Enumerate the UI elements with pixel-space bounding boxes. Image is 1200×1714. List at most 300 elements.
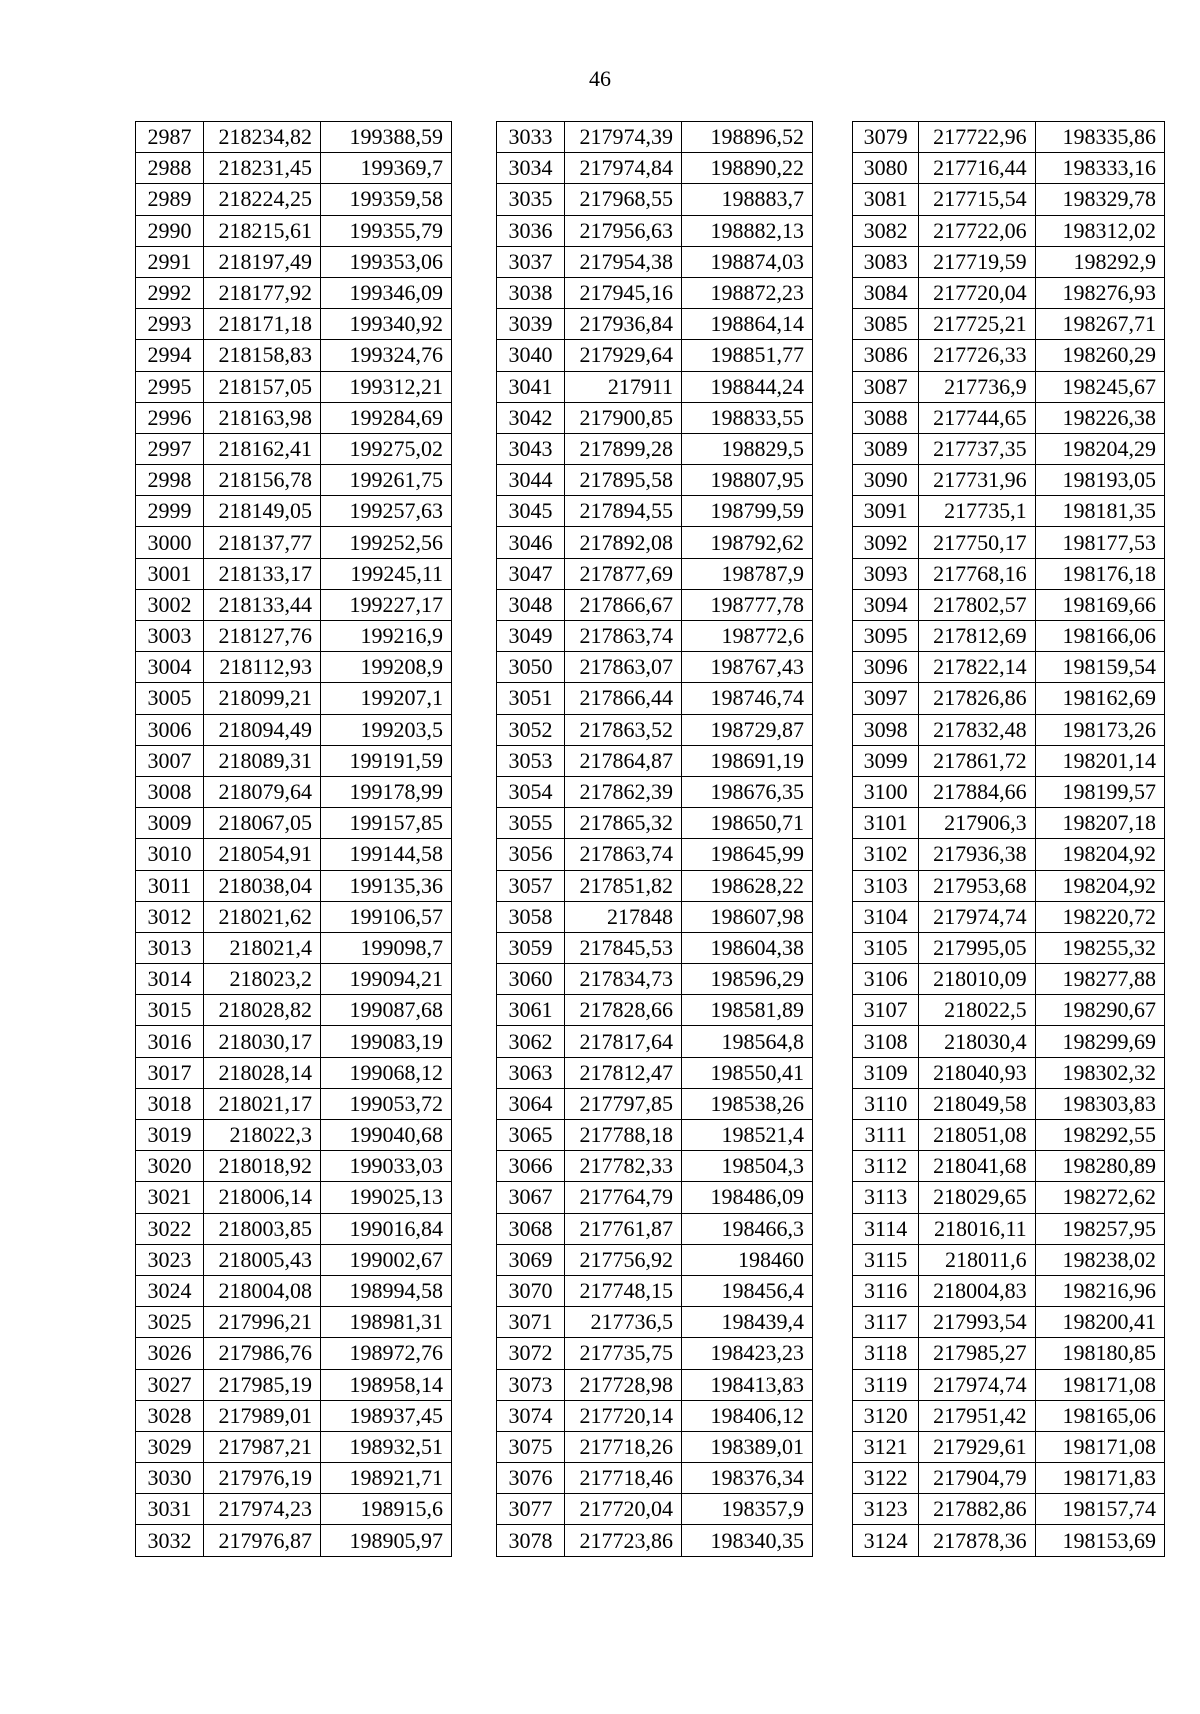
table-row xyxy=(497,433,813,464)
point-number-cell: 3040 xyxy=(497,340,565,371)
x-coordinate-cell: 218018,92 xyxy=(204,1151,321,1182)
table-row xyxy=(853,465,1165,496)
y-coordinate-cell: 198389,01 xyxy=(682,1431,813,1462)
x-coordinate-cell: 218021,62 xyxy=(204,901,321,932)
point-number-cell: 3086 xyxy=(853,340,919,371)
y-coordinate-cell: 198596,29 xyxy=(682,964,813,995)
y-coordinate-cell: 198890,22 xyxy=(682,153,813,184)
point-number-cell: 3075 xyxy=(497,1431,565,1462)
table-row xyxy=(136,745,452,776)
table-row xyxy=(853,371,1165,402)
point-number-cell: 3002 xyxy=(136,589,204,620)
x-coordinate-cell: 218040,93 xyxy=(919,1057,1035,1088)
x-coordinate-cell: 217845,53 xyxy=(565,932,682,963)
table-row xyxy=(853,309,1165,340)
x-coordinate-cell: 218029,65 xyxy=(919,1182,1035,1213)
point-number-cell: 3061 xyxy=(497,995,565,1026)
point-number-cell: 3124 xyxy=(853,1525,919,1556)
y-coordinate-cell: 198193,05 xyxy=(1035,465,1164,496)
table-row xyxy=(853,1088,1165,1119)
y-coordinate-cell: 199340,92 xyxy=(321,309,452,340)
table-row xyxy=(497,465,813,496)
x-coordinate-cell: 218197,49 xyxy=(204,246,321,277)
y-coordinate-cell: 198376,34 xyxy=(682,1463,813,1494)
y-coordinate-cell: 198905,97 xyxy=(321,1525,452,1556)
point-number-cell: 3119 xyxy=(853,1369,919,1400)
point-number-cell: 3033 xyxy=(497,122,565,153)
x-coordinate-cell: 218177,92 xyxy=(204,277,321,308)
table-row xyxy=(136,496,452,527)
point-number-cell: 3031 xyxy=(136,1494,204,1525)
point-number-cell: 3021 xyxy=(136,1182,204,1213)
point-number-cell: 3109 xyxy=(853,1057,919,1088)
point-number-cell: 3076 xyxy=(497,1463,565,1494)
x-coordinate-cell: 218030,17 xyxy=(204,1026,321,1057)
x-coordinate-cell: 218011,6 xyxy=(919,1244,1035,1275)
table-row xyxy=(853,1369,1165,1400)
x-coordinate-cell: 217848 xyxy=(565,901,682,932)
point-number-cell: 3039 xyxy=(497,309,565,340)
x-coordinate-cell: 217737,35 xyxy=(919,433,1035,464)
x-coordinate-cell: 217976,19 xyxy=(204,1463,321,1494)
point-number-cell: 3122 xyxy=(853,1463,919,1494)
point-number-cell: 3023 xyxy=(136,1244,204,1275)
table-row xyxy=(497,1026,813,1057)
point-number-cell: 3120 xyxy=(853,1400,919,1431)
y-coordinate-cell: 198607,98 xyxy=(682,901,813,932)
x-coordinate-cell: 217832,48 xyxy=(919,714,1035,745)
point-number-cell: 3045 xyxy=(497,496,565,527)
x-coordinate-cell: 217718,46 xyxy=(565,1463,682,1494)
table-row xyxy=(853,808,1165,839)
x-coordinate-cell: 218021,17 xyxy=(204,1088,321,1119)
point-number-cell: 3051 xyxy=(497,683,565,714)
point-number-cell: 3043 xyxy=(497,433,565,464)
y-coordinate-cell: 198829,5 xyxy=(682,433,813,464)
x-coordinate-cell: 218010,09 xyxy=(919,964,1035,995)
x-coordinate-cell: 217722,06 xyxy=(919,215,1035,246)
y-coordinate-cell: 199178,99 xyxy=(321,776,452,807)
y-coordinate-cell: 198153,69 xyxy=(1035,1525,1164,1556)
point-number-cell: 2991 xyxy=(136,246,204,277)
x-coordinate-cell: 217768,16 xyxy=(919,558,1035,589)
x-coordinate-cell: 217884,66 xyxy=(919,776,1035,807)
y-coordinate-cell: 199025,13 xyxy=(321,1182,452,1213)
table-row xyxy=(497,1151,813,1182)
x-coordinate-cell: 217862,39 xyxy=(565,776,682,807)
y-coordinate-cell: 198162,69 xyxy=(1035,683,1164,714)
x-coordinate-cell: 217987,21 xyxy=(204,1431,321,1462)
table-row xyxy=(497,1338,813,1369)
x-coordinate-cell: 217723,86 xyxy=(565,1525,682,1556)
x-coordinate-cell: 218003,85 xyxy=(204,1213,321,1244)
point-number-cell: 3081 xyxy=(853,184,919,215)
x-coordinate-cell: 217993,54 xyxy=(919,1307,1035,1338)
x-coordinate-cell: 217951,42 xyxy=(919,1400,1035,1431)
x-coordinate-cell: 218028,82 xyxy=(204,995,321,1026)
x-coordinate-cell: 218112,93 xyxy=(204,652,321,683)
y-coordinate-cell: 199227,17 xyxy=(321,589,452,620)
table-row xyxy=(853,1400,1165,1431)
x-coordinate-cell: 217750,17 xyxy=(919,527,1035,558)
x-coordinate-cell: 217722,96 xyxy=(919,122,1035,153)
x-coordinate-cell: 217929,64 xyxy=(565,340,682,371)
point-number-cell: 3057 xyxy=(497,870,565,901)
point-number-cell: 3108 xyxy=(853,1026,919,1057)
point-number-cell: 3062 xyxy=(497,1026,565,1057)
point-number-cell: 3094 xyxy=(853,589,919,620)
x-coordinate-cell: 217900,85 xyxy=(565,402,682,433)
table-row xyxy=(497,1213,813,1244)
point-number-cell: 3005 xyxy=(136,683,204,714)
x-coordinate-cell: 218028,14 xyxy=(204,1057,321,1088)
table-row xyxy=(136,1120,452,1151)
x-coordinate-cell: 217736,5 xyxy=(565,1307,682,1338)
point-number-cell: 2992 xyxy=(136,277,204,308)
x-coordinate-cell: 218038,04 xyxy=(204,870,321,901)
x-coordinate-cell: 217953,68 xyxy=(919,870,1035,901)
y-coordinate-cell: 199261,75 xyxy=(321,465,452,496)
x-coordinate-cell: 218054,91 xyxy=(204,839,321,870)
y-coordinate-cell: 198333,16 xyxy=(1035,153,1164,184)
x-coordinate-cell: 217744,65 xyxy=(919,402,1035,433)
table-row xyxy=(853,402,1165,433)
x-coordinate-cell: 217735,75 xyxy=(565,1338,682,1369)
point-number-cell: 3052 xyxy=(497,714,565,745)
y-coordinate-cell: 199312,21 xyxy=(321,371,452,402)
table-row xyxy=(853,215,1165,246)
x-coordinate-cell: 217863,74 xyxy=(565,839,682,870)
y-coordinate-cell: 198329,78 xyxy=(1035,184,1164,215)
table-row xyxy=(136,246,452,277)
x-coordinate-cell: 217719,59 xyxy=(919,246,1035,277)
table-row xyxy=(136,1431,452,1462)
table-row xyxy=(497,1307,813,1338)
table-row xyxy=(853,1182,1165,1213)
table-row xyxy=(853,558,1165,589)
point-number-cell: 2995 xyxy=(136,371,204,402)
y-coordinate-cell: 199346,09 xyxy=(321,277,452,308)
point-number-cell: 3037 xyxy=(497,246,565,277)
x-coordinate-cell: 218133,44 xyxy=(204,589,321,620)
table-row xyxy=(853,1431,1165,1462)
y-coordinate-cell: 199016,84 xyxy=(321,1213,452,1244)
point-number-cell: 3035 xyxy=(497,184,565,215)
x-coordinate-cell: 217761,87 xyxy=(565,1213,682,1244)
table-row xyxy=(853,870,1165,901)
point-number-cell: 3050 xyxy=(497,652,565,683)
point-number-cell: 3007 xyxy=(136,745,204,776)
point-number-cell: 3110 xyxy=(853,1088,919,1119)
y-coordinate-cell: 198691,19 xyxy=(682,745,813,776)
x-coordinate-cell: 218224,25 xyxy=(204,184,321,215)
x-coordinate-cell: 217718,26 xyxy=(565,1431,682,1462)
point-number-cell: 3060 xyxy=(497,964,565,995)
table-row xyxy=(853,1275,1165,1306)
x-coordinate-cell: 217929,61 xyxy=(919,1431,1035,1462)
point-number-cell: 2987 xyxy=(136,122,204,153)
point-number-cell: 3107 xyxy=(853,995,919,1026)
y-coordinate-cell: 198958,14 xyxy=(321,1369,452,1400)
coordinate-table-1 xyxy=(135,121,452,1557)
table-row xyxy=(136,1026,452,1057)
table-row xyxy=(853,340,1165,371)
y-coordinate-cell: 199324,76 xyxy=(321,340,452,371)
table-row xyxy=(853,621,1165,652)
x-coordinate-cell: 218133,17 xyxy=(204,558,321,589)
x-coordinate-cell: 217906,3 xyxy=(919,808,1035,839)
point-number-cell: 3089 xyxy=(853,433,919,464)
y-coordinate-cell: 198486,09 xyxy=(682,1182,813,1213)
table-row xyxy=(853,839,1165,870)
y-coordinate-cell: 198302,32 xyxy=(1035,1057,1164,1088)
point-number-cell: 2996 xyxy=(136,402,204,433)
point-number-cell: 3047 xyxy=(497,558,565,589)
table-row xyxy=(497,870,813,901)
x-coordinate-cell: 217797,85 xyxy=(565,1088,682,1119)
point-number-cell: 3000 xyxy=(136,527,204,558)
y-coordinate-cell: 198833,55 xyxy=(682,402,813,433)
x-coordinate-cell: 218030,4 xyxy=(919,1026,1035,1057)
x-coordinate-cell: 218149,05 xyxy=(204,496,321,527)
x-coordinate-cell: 217864,87 xyxy=(565,745,682,776)
x-coordinate-cell: 217989,01 xyxy=(204,1400,321,1431)
y-coordinate-cell: 198423,23 xyxy=(682,1338,813,1369)
table-row xyxy=(853,1307,1165,1338)
y-coordinate-cell: 198439,4 xyxy=(682,1307,813,1338)
x-coordinate-cell: 217812,47 xyxy=(565,1057,682,1088)
table-row xyxy=(853,1026,1165,1057)
point-number-cell: 3014 xyxy=(136,964,204,995)
table-row xyxy=(853,1213,1165,1244)
table-row xyxy=(853,433,1165,464)
y-coordinate-cell: 198645,99 xyxy=(682,839,813,870)
point-number-cell: 3022 xyxy=(136,1213,204,1244)
table-row xyxy=(853,995,1165,1026)
table-row xyxy=(497,1275,813,1306)
point-number-cell: 3123 xyxy=(853,1494,919,1525)
point-number-cell: 3106 xyxy=(853,964,919,995)
table-row xyxy=(136,1151,452,1182)
table-row xyxy=(136,558,452,589)
y-coordinate-cell: 198460 xyxy=(682,1244,813,1275)
x-coordinate-cell: 218004,08 xyxy=(204,1275,321,1306)
y-coordinate-cell: 199207,1 xyxy=(321,683,452,714)
x-coordinate-cell: 217895,58 xyxy=(565,465,682,496)
point-number-cell: 3083 xyxy=(853,246,919,277)
point-number-cell: 3069 xyxy=(497,1244,565,1275)
x-coordinate-cell: 217834,73 xyxy=(565,964,682,995)
point-number-cell: 3103 xyxy=(853,870,919,901)
y-coordinate-cell: 198882,13 xyxy=(682,215,813,246)
point-number-cell: 3009 xyxy=(136,808,204,839)
table-row xyxy=(853,1120,1165,1151)
point-number-cell: 3032 xyxy=(136,1525,204,1556)
x-coordinate-cell: 217986,76 xyxy=(204,1338,321,1369)
point-number-cell: 3092 xyxy=(853,527,919,558)
x-coordinate-cell: 217878,36 xyxy=(919,1525,1035,1556)
y-coordinate-cell: 198220,72 xyxy=(1035,901,1164,932)
point-number-cell: 3025 xyxy=(136,1307,204,1338)
x-coordinate-cell: 217715,54 xyxy=(919,184,1035,215)
point-number-cell: 3090 xyxy=(853,465,919,496)
y-coordinate-cell: 198746,74 xyxy=(682,683,813,714)
y-coordinate-cell: 198921,71 xyxy=(321,1463,452,1494)
y-coordinate-cell: 199355,79 xyxy=(321,215,452,246)
table-row xyxy=(497,1244,813,1275)
point-number-cell: 3087 xyxy=(853,371,919,402)
table-row xyxy=(853,652,1165,683)
y-coordinate-cell: 198159,54 xyxy=(1035,652,1164,683)
y-coordinate-cell: 198166,06 xyxy=(1035,621,1164,652)
table-row xyxy=(497,1525,813,1556)
y-coordinate-cell: 199083,19 xyxy=(321,1026,452,1057)
table-row xyxy=(497,901,813,932)
table-row xyxy=(853,901,1165,932)
x-coordinate-cell: 217817,64 xyxy=(565,1026,682,1057)
point-number-cell: 3070 xyxy=(497,1275,565,1306)
x-coordinate-cell: 217936,84 xyxy=(565,309,682,340)
y-coordinate-cell: 199094,21 xyxy=(321,964,452,995)
point-number-cell: 3054 xyxy=(497,776,565,807)
y-coordinate-cell: 198303,83 xyxy=(1035,1088,1164,1119)
table-row xyxy=(853,1244,1165,1275)
x-coordinate-cell: 218215,61 xyxy=(204,215,321,246)
x-coordinate-cell: 218089,31 xyxy=(204,745,321,776)
y-coordinate-cell: 198729,87 xyxy=(682,714,813,745)
table-row xyxy=(136,901,452,932)
x-coordinate-cell: 217974,84 xyxy=(565,153,682,184)
table-row xyxy=(497,402,813,433)
table-row xyxy=(853,122,1165,153)
y-coordinate-cell: 198171,08 xyxy=(1035,1369,1164,1400)
table-row xyxy=(136,1369,452,1400)
x-coordinate-cell: 218079,64 xyxy=(204,776,321,807)
point-number-cell: 3102 xyxy=(853,839,919,870)
y-coordinate-cell: 199068,12 xyxy=(321,1057,452,1088)
y-coordinate-cell: 199388,59 xyxy=(321,122,452,153)
coordinate-table-2 xyxy=(496,121,813,1557)
x-coordinate-cell: 217865,32 xyxy=(565,808,682,839)
point-number-cell: 3027 xyxy=(136,1369,204,1400)
table-row xyxy=(853,964,1165,995)
table-row xyxy=(853,683,1165,714)
table-row xyxy=(136,1275,452,1306)
y-coordinate-cell: 198676,35 xyxy=(682,776,813,807)
x-coordinate-cell: 218094,49 xyxy=(204,714,321,745)
point-number-cell: 3006 xyxy=(136,714,204,745)
x-coordinate-cell: 218163,98 xyxy=(204,402,321,433)
x-coordinate-cell: 217945,16 xyxy=(565,277,682,308)
y-coordinate-cell: 198874,03 xyxy=(682,246,813,277)
point-number-cell: 3074 xyxy=(497,1400,565,1431)
x-coordinate-cell: 217904,79 xyxy=(919,1463,1035,1494)
table-row xyxy=(136,1525,452,1556)
x-coordinate-cell: 217985,27 xyxy=(919,1338,1035,1369)
x-coordinate-cell: 218127,76 xyxy=(204,621,321,652)
y-coordinate-cell: 198864,14 xyxy=(682,309,813,340)
y-coordinate-cell: 199106,57 xyxy=(321,901,452,932)
table-row xyxy=(497,184,813,215)
y-coordinate-cell: 198413,83 xyxy=(682,1369,813,1400)
point-number-cell: 2993 xyxy=(136,309,204,340)
table-row xyxy=(136,153,452,184)
table-row xyxy=(497,621,813,652)
table-row xyxy=(853,932,1165,963)
x-coordinate-cell: 217720,04 xyxy=(919,277,1035,308)
point-number-cell: 3016 xyxy=(136,1026,204,1057)
y-coordinate-cell: 198357,9 xyxy=(682,1494,813,1525)
table-row xyxy=(497,215,813,246)
x-coordinate-cell: 217826,86 xyxy=(919,683,1035,714)
x-coordinate-cell: 217802,57 xyxy=(919,589,1035,620)
y-coordinate-cell: 198564,8 xyxy=(682,1026,813,1057)
y-coordinate-cell: 198176,18 xyxy=(1035,558,1164,589)
x-coordinate-cell: 217851,82 xyxy=(565,870,682,901)
x-coordinate-cell: 218171,18 xyxy=(204,309,321,340)
y-coordinate-cell: 198257,95 xyxy=(1035,1213,1164,1244)
x-coordinate-cell: 218004,83 xyxy=(919,1275,1035,1306)
y-coordinate-cell: 198872,23 xyxy=(682,277,813,308)
table-row xyxy=(136,1463,452,1494)
point-number-cell: 3034 xyxy=(497,153,565,184)
x-coordinate-cell: 217720,04 xyxy=(565,1494,682,1525)
x-coordinate-cell: 217936,38 xyxy=(919,839,1035,870)
table-row xyxy=(497,932,813,963)
point-number-cell: 3078 xyxy=(497,1525,565,1556)
y-coordinate-cell: 198238,02 xyxy=(1035,1244,1164,1275)
y-coordinate-cell: 198204,92 xyxy=(1035,870,1164,901)
point-number-cell: 3049 xyxy=(497,621,565,652)
table-row xyxy=(136,776,452,807)
x-coordinate-cell: 218022,5 xyxy=(919,995,1035,1026)
y-coordinate-cell: 198521,4 xyxy=(682,1120,813,1151)
table-row xyxy=(136,683,452,714)
x-coordinate-cell: 218157,05 xyxy=(204,371,321,402)
x-coordinate-cell: 217882,86 xyxy=(919,1494,1035,1525)
coordinate-tables xyxy=(135,121,1165,1581)
x-coordinate-cell: 217736,9 xyxy=(919,371,1035,402)
table-row xyxy=(136,465,452,496)
point-number-cell: 2998 xyxy=(136,465,204,496)
point-number-cell: 3099 xyxy=(853,745,919,776)
point-number-cell: 3082 xyxy=(853,215,919,246)
table-row xyxy=(136,1400,452,1431)
table-row xyxy=(853,776,1165,807)
table-row xyxy=(136,433,452,464)
y-coordinate-cell: 198972,76 xyxy=(321,1338,452,1369)
x-coordinate-cell: 217911 xyxy=(565,371,682,402)
y-coordinate-cell: 199353,06 xyxy=(321,246,452,277)
point-number-cell: 3121 xyxy=(853,1431,919,1462)
table-row xyxy=(136,652,452,683)
y-coordinate-cell: 198915,6 xyxy=(321,1494,452,1525)
x-coordinate-cell: 218158,83 xyxy=(204,340,321,371)
table-row xyxy=(853,184,1165,215)
table-row xyxy=(853,1525,1165,1556)
y-coordinate-cell: 199359,58 xyxy=(321,184,452,215)
table-row xyxy=(497,964,813,995)
y-coordinate-cell: 198180,85 xyxy=(1035,1338,1164,1369)
x-coordinate-cell: 218231,45 xyxy=(204,153,321,184)
table-row xyxy=(497,745,813,776)
y-coordinate-cell: 199098,7 xyxy=(321,932,452,963)
y-coordinate-cell: 198260,29 xyxy=(1035,340,1164,371)
x-coordinate-cell: 218051,08 xyxy=(919,1120,1035,1151)
point-number-cell: 3091 xyxy=(853,496,919,527)
table-row xyxy=(136,870,452,901)
x-coordinate-cell: 217731,96 xyxy=(919,465,1035,496)
